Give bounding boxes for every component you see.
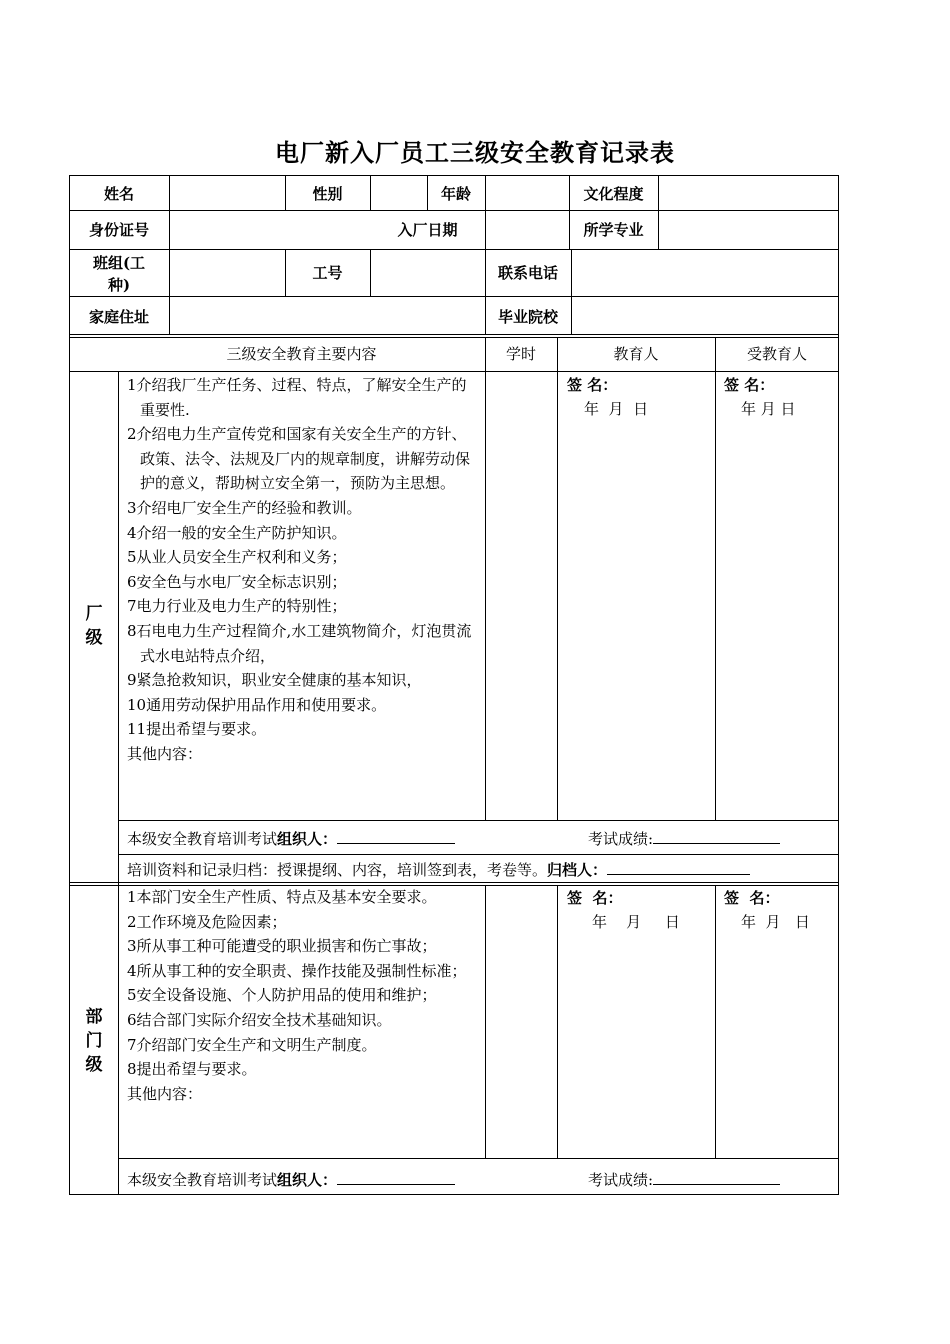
educator-sign-date: 年 月 日 [592,913,680,931]
row-divider [69,337,839,338]
list-item: 6结合部门实际介绍安全技术基础知识。 [127,1010,392,1029]
col-divider [169,175,170,335]
trainee-sign-label: 签 名： [724,376,775,394]
col-divider [557,337,558,821]
trainee-sign-date: 年 月 日 [741,400,796,418]
educator-sign-date: 年 月 日 [584,400,649,418]
col-divider [715,885,716,1159]
team-label-line2: 种) [107,276,131,294]
list-item: 4介绍一般的安全生产防护知识。 [127,523,347,542]
id-number-label: 身份证号 [88,221,149,239]
list-item: 11提出希望与要求。 [127,720,267,739]
content-header: 三级安全教育主要内容 [226,345,377,363]
factory-score-row: 考试成绩: [588,829,780,848]
list-item: 7电力行业及电力生产的特别性； [127,597,347,616]
col-divider [715,337,716,821]
gender-label: 性别 [312,185,343,203]
phone-label: 联系电话 [497,264,558,282]
hours-header: 学时 [505,345,536,363]
col-divider [118,371,119,1195]
department-exam-row: 本级安全教育培训考试组织人： [127,1170,455,1189]
archiver-blank[interactable] [607,860,750,875]
row-divider [69,296,839,297]
row-divider [69,210,839,211]
col-divider [485,885,486,1159]
archive-row: 培训资料和记录归档：授课提纲、内容，培训签到表，考卷等。归档人： [127,860,750,879]
list-item: 9紧急抢救知识，职业安全健康的基本知识， [127,671,422,690]
organizer-blank[interactable] [337,829,455,844]
educator-sign-label: 签 名： [567,889,623,907]
educator-sign-label: 签 名： [567,376,618,394]
row-divider [69,371,839,372]
list-item: 6安全色与水电厂安全标志识别； [127,572,347,591]
list-item: 3介绍电厂安全生产的经验和教训。 [127,498,362,517]
col-divider [571,249,572,335]
list-item: 10通用劳动保护用品作用和使用要求。 [127,695,387,714]
trainee-sign-date: 年 月 日 [741,913,810,931]
list-item: 5安全设备设施、个人防护用品的使用和维护； [127,986,437,1005]
factory-exam-row: 本级安全教育培训考试组织人： [127,829,455,848]
list-item: 8石电电力生产过程简介,水工建筑物简介，灯泡贯流式水电站特点介绍， [127,621,472,665]
job-no-label: 工号 [312,264,343,282]
list-item: 2介绍电力生产宣传党和国家有关安全生产的方针、政策、法令、法规及厂内的规章制度，讲解劳动保护的意义，帮助树立安全第一，预防为主思想。 [127,425,471,493]
factory-content-list [127,373,477,767]
list-item: 1介绍我厂生产任务、过程、特点，了解安全生产的重要性. [127,376,467,419]
list-item: 其他内容： [127,744,203,763]
department-content-list [127,885,479,1106]
name-label: 姓名 [103,185,134,203]
team-label-line1: 班组(工 [92,254,146,272]
entry-date-label: 入厂日期 [397,221,458,239]
row-divider [69,882,839,883]
score-blank[interactable] [653,1170,780,1185]
row-divider [69,334,839,335]
row-divider [118,1158,839,1159]
department-level-label: 部 门 级 [85,1007,103,1075]
list-item: 7介绍部门安全生产和文明生产制度。 [127,1035,377,1054]
list-item: 5从业人员安全生产权利和义务； [127,548,347,567]
col-divider [485,337,486,821]
school-label: 毕业院校 [497,308,558,326]
list-item: 1本部门安全生产性质、特点及基本安全要求。 [127,888,437,906]
education-label: 文化程度 [583,185,644,203]
list-item: 3所从事工种可能遭受的职业损害和伤亡事故； [127,937,437,956]
list-item: 4所从事工种的安全职责、操作技能及强制性标准； [127,961,467,980]
score-blank[interactable] [653,829,780,844]
list-item: 2工作环境及危险因素； [127,912,287,931]
list-item: 其他内容： [127,1084,203,1103]
trainee-header: 受教育人 [746,345,807,363]
major-label: 所学专业 [583,221,644,239]
row-divider [69,249,839,250]
department-score-row: 考试成绩: [588,1170,780,1189]
col-divider [658,175,659,250]
row-divider [118,854,839,855]
organizer-blank[interactable] [337,1170,455,1185]
form-title: 电厂新入厂员工三级安全教育记录表 [275,138,675,167]
age-label: 年龄 [440,185,471,203]
col-divider [557,885,558,1159]
factory-level-label: 厂 级 [85,604,103,648]
col-divider [370,175,371,211]
row-divider [118,820,839,821]
address-label: 家庭住址 [88,308,149,326]
trainee-sign-label: 签 名： [724,889,780,907]
educator-header: 教育人 [613,345,659,363]
col-divider [370,249,371,297]
list-item: 8提出希望与要求。 [127,1060,257,1079]
